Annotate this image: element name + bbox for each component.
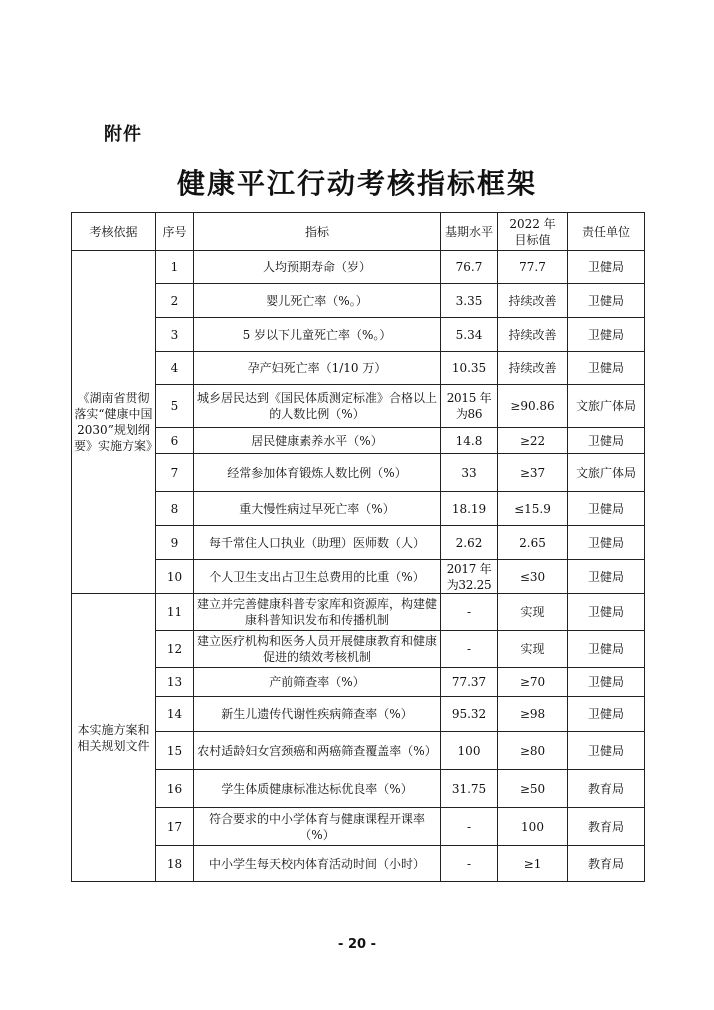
row-target: ≥90.86 [498, 385, 568, 428]
basis-cell-group-1: 《湖南省贯彻落实“健康中国2030”规划纲要》实施方案》 [72, 251, 156, 594]
table-row [72, 385, 645, 428]
row-indicator: 符合要求的中小学体育与健康课程开课率（%） [194, 808, 441, 846]
table-row [72, 668, 645, 697]
row-baseline: 18.19 [441, 492, 498, 526]
row-no: 12 [156, 631, 194, 668]
row-baseline: 10.35 [441, 352, 498, 385]
row-unit: 文旅广体局 [568, 454, 645, 492]
row-unit: 卫健局 [568, 631, 645, 668]
row-target: 实现 [498, 594, 568, 631]
row-unit: 卫健局 [568, 492, 645, 526]
table-row [72, 352, 645, 385]
row-baseline: 33 [441, 454, 498, 492]
row-baseline: 2015 年为86 [441, 385, 498, 428]
row-target: ≤15.9 [498, 492, 568, 526]
row-target: ≥50 [498, 770, 568, 808]
row-indicator: 城乡居民达到《国民体质测定标准》合格以上的人数比例（%） [194, 385, 441, 428]
table-row [72, 454, 645, 492]
table-row [72, 697, 645, 732]
row-target: ≥98 [498, 697, 568, 732]
row-no: 13 [156, 668, 194, 697]
row-unit: 卫健局 [568, 594, 645, 631]
row-unit: 卫健局 [568, 251, 645, 284]
row-baseline: 77.37 [441, 668, 498, 697]
row-no: 11 [156, 594, 194, 631]
row-no: 9 [156, 526, 194, 560]
table-row [72, 631, 645, 668]
header-basis: 考核依据 [72, 213, 156, 251]
header-baseline: 基期水平 [441, 213, 498, 251]
table-row [72, 560, 645, 594]
row-baseline: 14.8 [441, 428, 498, 454]
row-no: 6 [156, 428, 194, 454]
row-unit: 卫健局 [568, 560, 645, 594]
row-baseline: 76.7 [441, 251, 498, 284]
row-no: 14 [156, 697, 194, 732]
row-unit: 卫健局 [568, 732, 645, 770]
attachment-label: 附件 [104, 124, 142, 145]
row-no: 16 [156, 770, 194, 808]
row-unit: 卫健局 [568, 284, 645, 318]
row-indicator: 每千常住人口执业（助理）医师数（人） [194, 526, 441, 560]
row-indicator: 人均预期寿命（岁） [194, 251, 441, 284]
table-header-row [72, 213, 645, 251]
row-indicator: 产前筛查率（%） [194, 668, 441, 697]
row-indicator: 个人卫生支出占卫生总费用的比重（%） [194, 560, 441, 594]
row-baseline: - [441, 594, 498, 631]
row-target: ≥1 [498, 846, 568, 882]
row-baseline: 31.75 [441, 770, 498, 808]
row-no: 2 [156, 284, 194, 318]
row-target: 实现 [498, 631, 568, 668]
row-indicator: 经常参加体育锻炼人数比例（%） [194, 454, 441, 492]
row-no: 10 [156, 560, 194, 594]
row-unit: 卫健局 [568, 428, 645, 454]
header-indicator: 指标 [194, 213, 441, 251]
row-unit: 卫健局 [568, 318, 645, 352]
header-target-line2: 目标值 [514, 232, 551, 247]
row-target: 持续改善 [498, 284, 568, 318]
row-unit: 教育局 [568, 846, 645, 882]
table-row [72, 732, 645, 770]
row-no: 17 [156, 808, 194, 846]
row-target: ≥22 [498, 428, 568, 454]
row-baseline: - [441, 808, 498, 846]
row-unit: 卫健局 [568, 352, 645, 385]
row-target: 持续改善 [498, 318, 568, 352]
row-indicator: 婴儿死亡率（%。） [194, 284, 441, 318]
row-baseline: - [441, 631, 498, 668]
row-no: 1 [156, 251, 194, 284]
row-unit: 卫健局 [568, 697, 645, 732]
row-target: 持续改善 [498, 352, 568, 385]
table-row [72, 808, 645, 846]
row-unit: 文旅广体局 [568, 385, 645, 428]
row-indicator: 5 岁以下儿童死亡率（%。） [194, 318, 441, 352]
row-baseline: 2.62 [441, 526, 498, 560]
header-target-line1: 2022 年 [509, 216, 556, 231]
table-row [72, 846, 645, 882]
row-target: 2.65 [498, 526, 568, 560]
table-row [72, 251, 645, 284]
table-row [72, 318, 645, 352]
table-row [72, 526, 645, 560]
row-indicator: 中小学生每天校内体育活动时间（小时） [194, 846, 441, 882]
row-indicator: 新生儿遗传代谢性疾病筛查率（%） [194, 697, 441, 732]
table-row [72, 594, 645, 631]
row-baseline: - [441, 846, 498, 882]
row-unit: 教育局 [568, 770, 645, 808]
table-row [72, 770, 645, 808]
page-number: - 20 - [338, 937, 376, 952]
row-indicator: 农村适龄妇女宫颈癌和两癌筛查覆盖率（%） [194, 732, 441, 770]
row-baseline: 3.35 [441, 284, 498, 318]
row-no: 7 [156, 454, 194, 492]
header-no: 序号 [156, 213, 194, 251]
row-target: ≥70 [498, 668, 568, 697]
row-unit: 卫健局 [568, 668, 645, 697]
row-no: 3 [156, 318, 194, 352]
row-no: 18 [156, 846, 194, 882]
row-indicator: 学生体质健康标准达标优良率（%） [194, 770, 441, 808]
row-indicator: 建立医疗机构和医务人员开展健康教育和健康促进的绩效考核机制 [194, 631, 441, 668]
row-target: ≥80 [498, 732, 568, 770]
row-target: 100 [498, 808, 568, 846]
table-row [72, 492, 645, 526]
page-title: 健康平江行动考核指标框架 [176, 167, 537, 200]
row-target: 77.7 [498, 251, 568, 284]
basis-cell-group-2: 本实施方案和相关规划文件 [72, 594, 156, 882]
row-no: 4 [156, 352, 194, 385]
row-no: 5 [156, 385, 194, 428]
row-target: ≤30 [498, 560, 568, 594]
row-target: ≥37 [498, 454, 568, 492]
row-unit: 教育局 [568, 808, 645, 846]
row-no: 8 [156, 492, 194, 526]
row-no: 15 [156, 732, 194, 770]
table-row [72, 284, 645, 318]
row-baseline: 95.32 [441, 697, 498, 732]
indicator-table [71, 212, 645, 882]
header-target [498, 213, 568, 251]
row-baseline: 5.34 [441, 318, 498, 352]
row-indicator: 重大慢性病过早死亡率（%） [194, 492, 441, 526]
row-baseline: 2017 年为32.25 [441, 560, 498, 594]
row-unit: 卫健局 [568, 526, 645, 560]
row-indicator: 居民健康素养水平（%） [194, 428, 441, 454]
row-baseline: 100 [441, 732, 498, 770]
row-indicator: 建立并完善健康科普专家库和资源库，构建健康科普知识发布和传播机制 [194, 594, 441, 631]
row-indicator: 孕产妇死亡率（1/10 万） [194, 352, 441, 385]
header-unit: 责任单位 [568, 213, 645, 251]
